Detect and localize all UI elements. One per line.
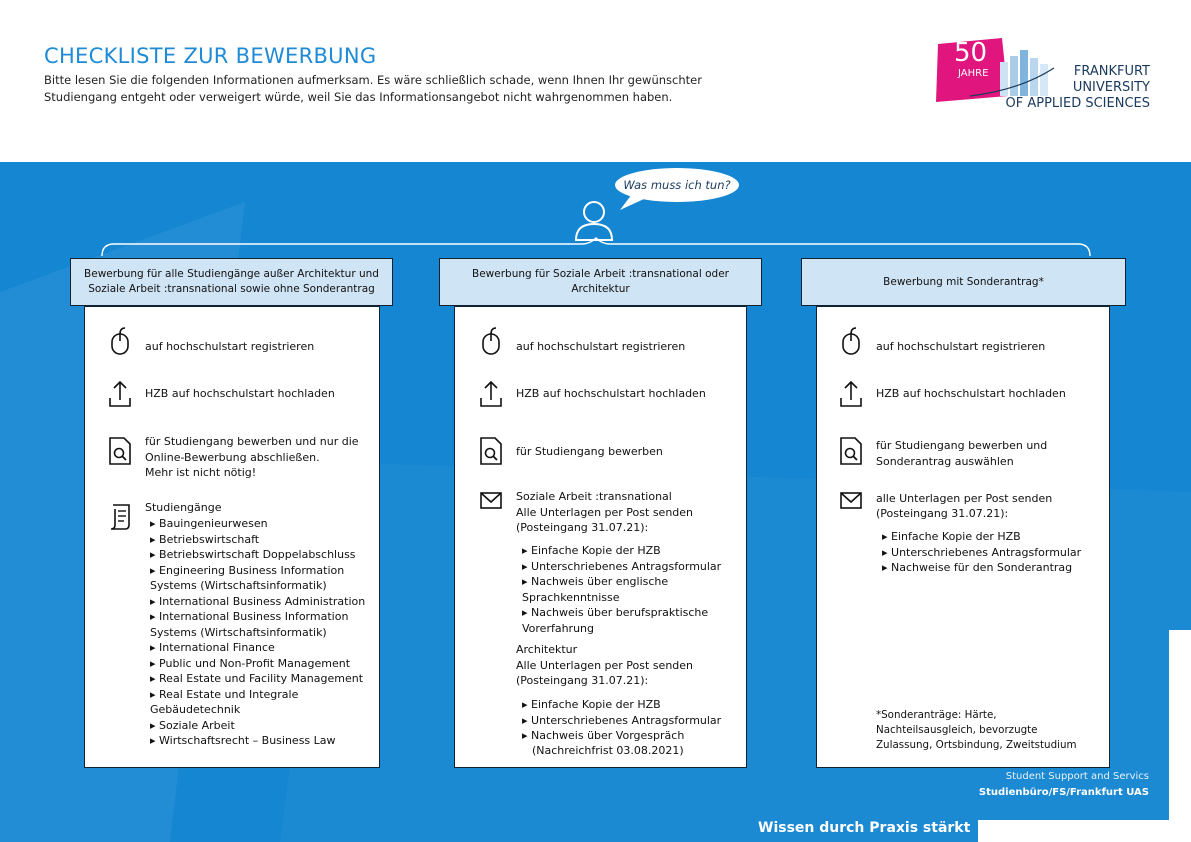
col2-ar-line2: (Posteingang 31.07.21):: [516, 674, 649, 687]
program-item: ▸ Engineering Business Information Systems (Wirtschaftsinformatik): [150, 563, 345, 592]
program-item: ▸ Real Estate und Facility Management: [150, 672, 364, 685]
logo-line-1: FRANKFURT: [1073, 64, 1150, 79]
footer-office: Studienbüro/FS/Frankfurt UAS: [978, 787, 1149, 798]
document-search-icon: [838, 436, 864, 466]
column-3-heading: Bewerbung mit Sonderantrag*: [801, 258, 1126, 306]
slogan: Wissen durch Praxis stärkt: [758, 820, 971, 836]
doc-item: ▸ Einfache Kopie der HZB: [882, 530, 1021, 543]
col2-sa-line1: Alle Unterlagen per Post senden: [516, 506, 694, 519]
col3-footnote: *Sonderanträge: Härte, Nachteilsausgleich, bevorzugte Zulassung, Ortsbindung, Zweitstudium: [876, 709, 1077, 751]
col2-step-apply: für Studiengang bewerben: [516, 445, 663, 458]
upload-icon: [478, 378, 504, 408]
col3-step-register: auf hochschulstart registrieren: [876, 340, 1046, 353]
mail-icon: [478, 486, 504, 516]
speech-bubble-text: Was muss ich tun?: [623, 178, 731, 192]
intro-text: Bitte lesen Sie die folgenden Informationen aufmerksam. Es wäre schließlich schade, wenn Ihnen Ihr gewünschter Studiengang entgeht oder verweigert würde, weil Sie das Informationsangebot nicht wahrgenommen haben.: [44, 73, 702, 104]
col2-sa-line2: (Posteingang 31.07.21):: [516, 521, 649, 534]
col2-sa-list: [522, 543, 732, 636]
program-item: ▸ International Business Administration: [150, 594, 366, 608]
column-1-heading: Bewerbung für alle Studiengänge außer Architektur und Soziale Arbeit :transnational sowie ohne Sonderantrag: [70, 258, 393, 306]
doc-item: ▸ Nachweise für den Sonderantrag: [882, 561, 1073, 574]
col3-mail-list: [882, 529, 1097, 576]
col2-ar-title: Architektur: [516, 643, 578, 656]
doc-item: ▸ Unterschriebenes Antragsformular: [522, 559, 722, 573]
mail-icon: [838, 486, 864, 516]
doc-item: ▸ Nachweis über Vorgespräch: [522, 729, 685, 742]
logo-line-3: OF APPLIED SCIENCES: [1005, 96, 1150, 111]
logo-badge-number: 50: [954, 38, 988, 68]
program-item: ▸ Public und Non-Profit Management: [150, 656, 351, 670]
col3-mail-line2: (Posteingang 31.07.21):: [876, 507, 1009, 520]
col1-step-apply-note: Mehr ist nicht nötig!: [145, 466, 257, 479]
mouse-icon: [838, 326, 864, 356]
doc-item: ▸ Einfache Kopie der HZB: [522, 544, 661, 557]
white-edge-bottom: [978, 820, 1191, 842]
document-search-icon: [478, 436, 504, 466]
program-item: ▸ Betriebswirtschaft Doppelabschluss: [150, 548, 356, 561]
logo-badge-word: JAHRE: [958, 68, 989, 79]
col1-step-register: auf hochschulstart registrieren: [145, 340, 315, 353]
program-item: ▸ Wirtschaftsrecht – Business Law: [150, 734, 336, 747]
doc-item: ▸ Einfache Kopie der HZB: [522, 698, 661, 711]
col1-program-list: [150, 516, 370, 749]
col2-ar-line1: Alle Unterlagen per Post senden: [516, 659, 694, 672]
doc-item: ▸ Unterschriebenes Antragsformular: [522, 713, 722, 727]
logo-line-2: UNIVERSITY: [1072, 80, 1150, 95]
doc-item: ▸ Unterschriebenes Antragsformular: [882, 545, 1082, 559]
col3-step-apply: für Studiengang bewerben und Sonderantrag auswählen: [876, 439, 1048, 468]
program-item: ▸ Bauingenieurwesen: [150, 517, 268, 530]
col2-ar-list: [522, 697, 732, 744]
col3-step-upload: HZB auf hochschulstart hochladen: [876, 387, 1066, 400]
person-icon: [584, 202, 604, 222]
col1-programs-title: Studiengänge: [145, 501, 222, 514]
upload-icon: [838, 378, 864, 408]
doc-item: ▸ Nachweis über englische Sprachkenntnisse: [522, 575, 669, 604]
col3-mail-line1: alle Unterlagen per Post senden: [876, 492, 1053, 505]
col2-sa-title: Soziale Arbeit :transnational: [516, 490, 672, 503]
page-title: CHECKLISTE ZUR BEWERBUNG: [44, 44, 377, 68]
bracket-line: [100, 236, 1092, 258]
doc-item: ▸ Nachweis über berufspraktische Vorerfahrung: [522, 606, 709, 635]
program-item: ▸ International Business Information Systems (Wirtschaftsinformatik): [150, 610, 349, 639]
col2-step-register: auf hochschulstart registrieren: [516, 340, 686, 353]
column-2-heading: Bewerbung für Soziale Arbeit :transnational oder Architektur: [439, 258, 762, 306]
col1-step-apply: für Studiengang bewerben und nur die Online-Bewerbung abschließen.: [145, 435, 359, 464]
col2-step-upload: HZB auf hochschulstart hochladen: [516, 387, 706, 400]
program-item: ▸ International Finance: [150, 641, 275, 654]
mouse-icon: [107, 326, 133, 356]
col2-ar-note: (Nachreichfrist 03.08.2021): [532, 744, 684, 757]
program-item: ▸ Betriebswirtschaft: [150, 532, 260, 546]
col1-step-upload: HZB auf hochschulstart hochladen: [145, 387, 335, 400]
logo-wordmark: [1000, 64, 1150, 112]
scroll-list-icon: [107, 501, 133, 531]
white-edge-right: [1169, 630, 1191, 820]
document-search-icon: [107, 436, 133, 466]
footer-department: Student Support and Servics: [1005, 771, 1149, 782]
program-item: ▸ Soziale Arbeit: [150, 718, 235, 732]
upload-icon: [107, 378, 133, 408]
mouse-icon: [478, 326, 504, 356]
program-item: ▸ Real Estate und Integrale Gebäudetechnik: [150, 687, 299, 716]
